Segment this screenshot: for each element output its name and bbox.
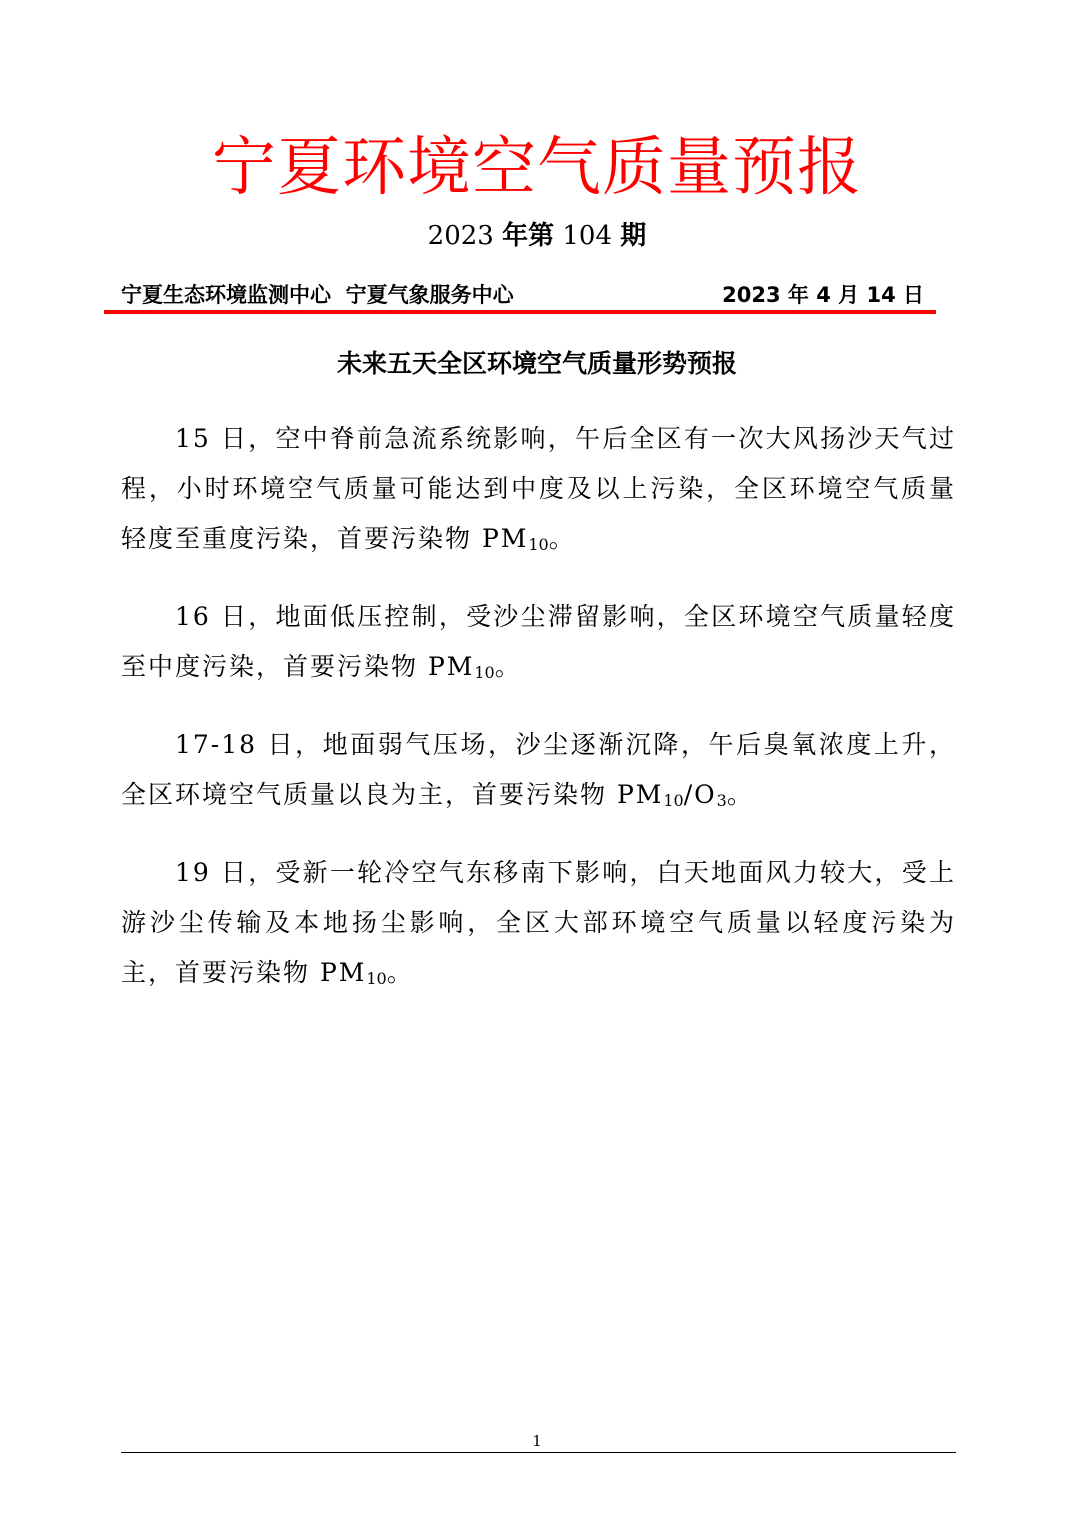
issue-year: 2023 (427, 221, 494, 251)
section-title: 未来五天全区环境空气质量形势预报 (336, 349, 737, 378)
forecast-body (121, 414, 956, 1026)
paragraph-text: 17-18 日，地面弱气压场，沙尘逐渐沉降，午后臭氧浓度上升，全区环境空气质量以良为主，首要污染物 PM (121, 730, 956, 809)
masthead-red-rule (104, 310, 936, 314)
forecast-paragraph-day17-18 (121, 720, 956, 826)
footer-rule (121, 1452, 956, 1453)
forecast-paragraph-day19 (121, 848, 956, 1004)
forecast-paragraph-day16 (121, 592, 956, 698)
paragraph-text: 16 日，地面低压控制，受沙尘滞留影响，全区环境空气质量轻度至中度污染，首要污染物 PM (121, 602, 956, 681)
issue-year-suffix: 年第 (502, 221, 555, 251)
paragraph-tail: 。 (726, 780, 754, 809)
issue-line (0, 218, 1074, 254)
forecast-paragraph-day15 (121, 414, 956, 570)
subscript: 10 (528, 535, 549, 554)
paragraph-tail: 。 (548, 524, 576, 553)
paragraph-mid: /O (683, 780, 717, 809)
subscript: 10 (663, 791, 684, 810)
paragraph-tail: 。 (494, 652, 522, 681)
publisher-row (121, 278, 924, 312)
publish-date: 2023 年 4 月 14 日 (722, 283, 924, 307)
issue-suffix: 期 (620, 221, 647, 251)
publisher-organizations: 宁夏生态环境监测中心 宁夏气象服务中心 (121, 283, 514, 307)
subscript: 10 (474, 663, 495, 682)
paragraph-text: 15 日，空中脊前急流系统影响，午后全区有一次大风扬沙天气过程，小时环境空气质量可能达到中度及以上污染，全区环境空气质量轻度至重度污染，首要污染物 PM (121, 424, 956, 553)
subscript: 10 (366, 969, 387, 988)
page-number: 1 (532, 1432, 542, 1450)
paragraph-text: 19 日，受新一轮冷空气东移南下影响，白天地面风力较大，受上游沙尘传输及本地扬尘影响，全区大部环境空气质量以轻度污染为主，首要污染物 PM (121, 858, 956, 987)
paragraph-tail: 。 (386, 958, 414, 987)
masthead-title: 宁夏环境空气质量预报 (212, 131, 862, 205)
subscript: 3 (716, 791, 727, 810)
issue-number: 104 (562, 221, 613, 251)
